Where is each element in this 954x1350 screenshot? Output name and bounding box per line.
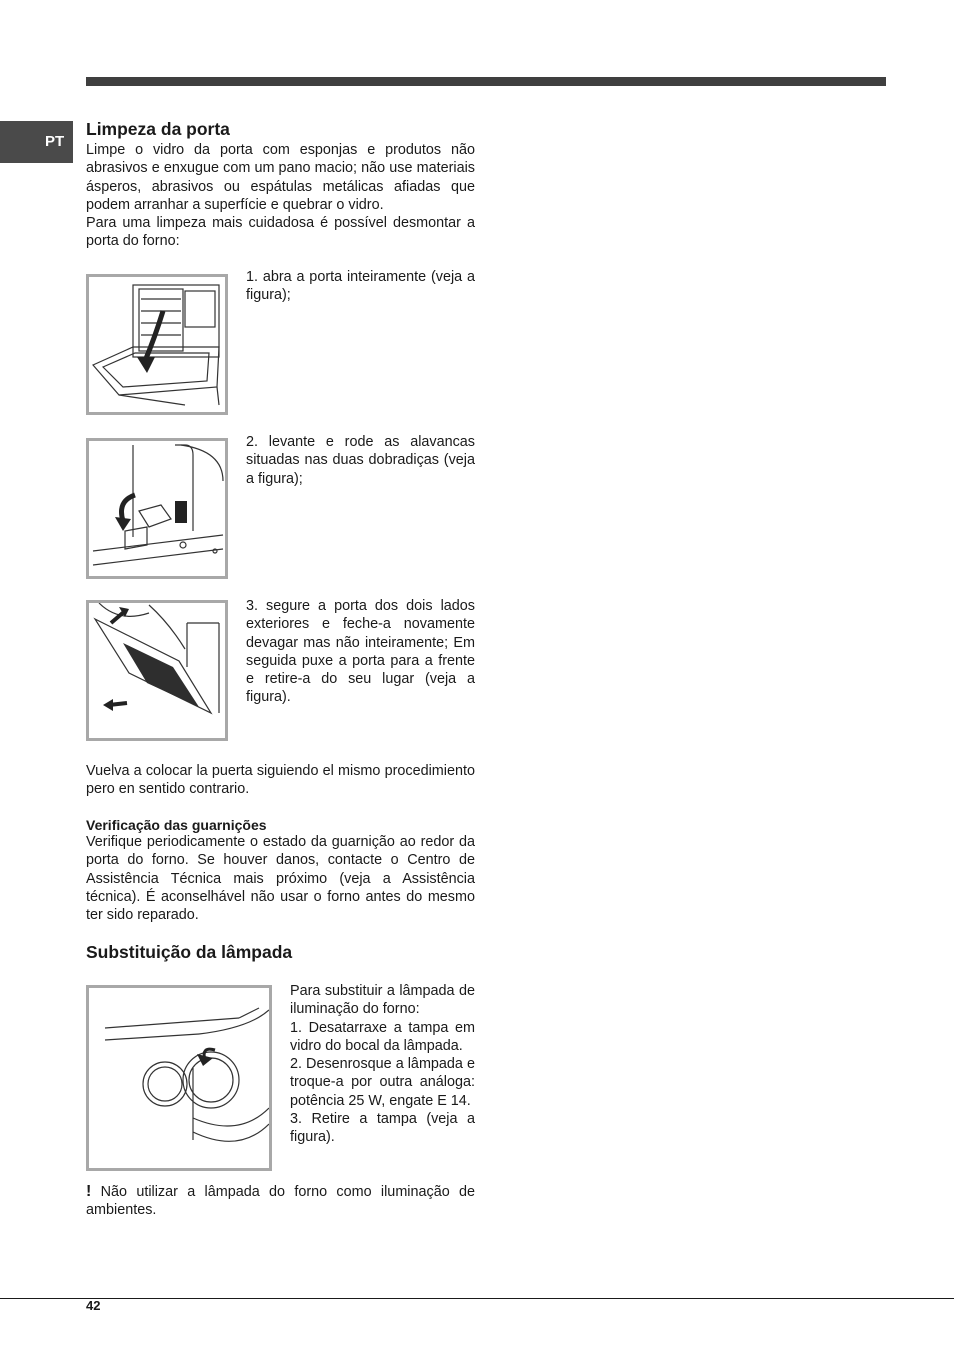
- warning-mark: !: [86, 1183, 92, 1200]
- lamp-section-title-wrap: [86, 942, 475, 963]
- figure-remove-door: [86, 600, 228, 741]
- lamp-line-2: 1. Desatarraxe a tampa em vidro do bocal da lâmpada.: [290, 1019, 475, 1054]
- figure-lamp: [86, 985, 272, 1171]
- figure-open-door: [86, 274, 228, 415]
- open-door-illustration: [89, 277, 225, 412]
- step-1-text: 1. abra a porta inteiramente (veja a figura);: [246, 269, 475, 304]
- door-cleaning-intro-2: Para uma limpeza mais cuidadosa é possível desmontar a porta do forno:: [86, 215, 475, 250]
- lamp-instructions: [290, 982, 475, 1147]
- door-cleaning-intro: Limpe o vidro da porta com esponjas e produtos não abrasivos e enxugue com um pano macio; não use materiais ásperos, abrasivos ou espátulas metálicas afiadas que podem arranhar a superfície e quebrar o vidro.: [86, 142, 475, 213]
- language-tab: PT: [0, 121, 73, 163]
- page-number: 42: [86, 1298, 101, 1313]
- lamp-warning-body: Não utilizar a lâmpada do forno como iluminação de ambientes.: [86, 1184, 476, 1219]
- lamp-line-4: 3. Retire a tampa (veja a figura).: [290, 1111, 475, 1146]
- door-cleaning-section: [86, 119, 475, 251]
- header-rule: [86, 77, 886, 86]
- seals-section: [86, 817, 475, 924]
- seals-title: Verificação das guarnições: [86, 817, 267, 833]
- reassemble-note: [86, 762, 475, 799]
- door-cleaning-title: Limpeza da porta: [86, 119, 230, 139]
- lamp-line-3: 2. Desenrosque a lâmpada e troque-a por outra análoga: potência 25 W, engate E 14.: [290, 1056, 475, 1109]
- lamp-warning-text: [86, 1183, 475, 1220]
- step-3-text: 3. segure a porta dos dois lados exteriores e feche-a novamente devagar mas não inteiramente; Em seguida puxe a porta para a frente e retire-a do seu lugar (veja a figura).: [246, 598, 475, 706]
- footer-rule: [0, 1298, 954, 1299]
- hinge-lever-illustration: [89, 441, 225, 576]
- lamp-warning: [86, 1183, 475, 1220]
- seals-text: Verifique periodicamente o estado da guarnição ao redor da porta do forno. Se houver danos, contacte o Centro de Assistência Técnica mais próximo (veja a Assistência técnica). É aconselhável não usar o forno antes do mesmo ter sido reparado.: [86, 834, 475, 924]
- lamp-line-1: Para substituir a lâmpada de iluminação do forno:: [290, 983, 475, 1018]
- lamp-illustration: [89, 988, 269, 1168]
- lamp-title: Substituição da lâmpada: [86, 942, 293, 962]
- reassemble-text: Vuelva a colocar la puerta siguiendo el mismo procedimiento pero en sentido contrario.: [86, 763, 475, 798]
- remove-door-illustration: [89, 603, 225, 738]
- step-2-text: 2. levante e rode as alavancas situadas nas duas dobradiças (veja a figura);: [246, 434, 475, 487]
- figure-hinge-lever: [86, 438, 228, 579]
